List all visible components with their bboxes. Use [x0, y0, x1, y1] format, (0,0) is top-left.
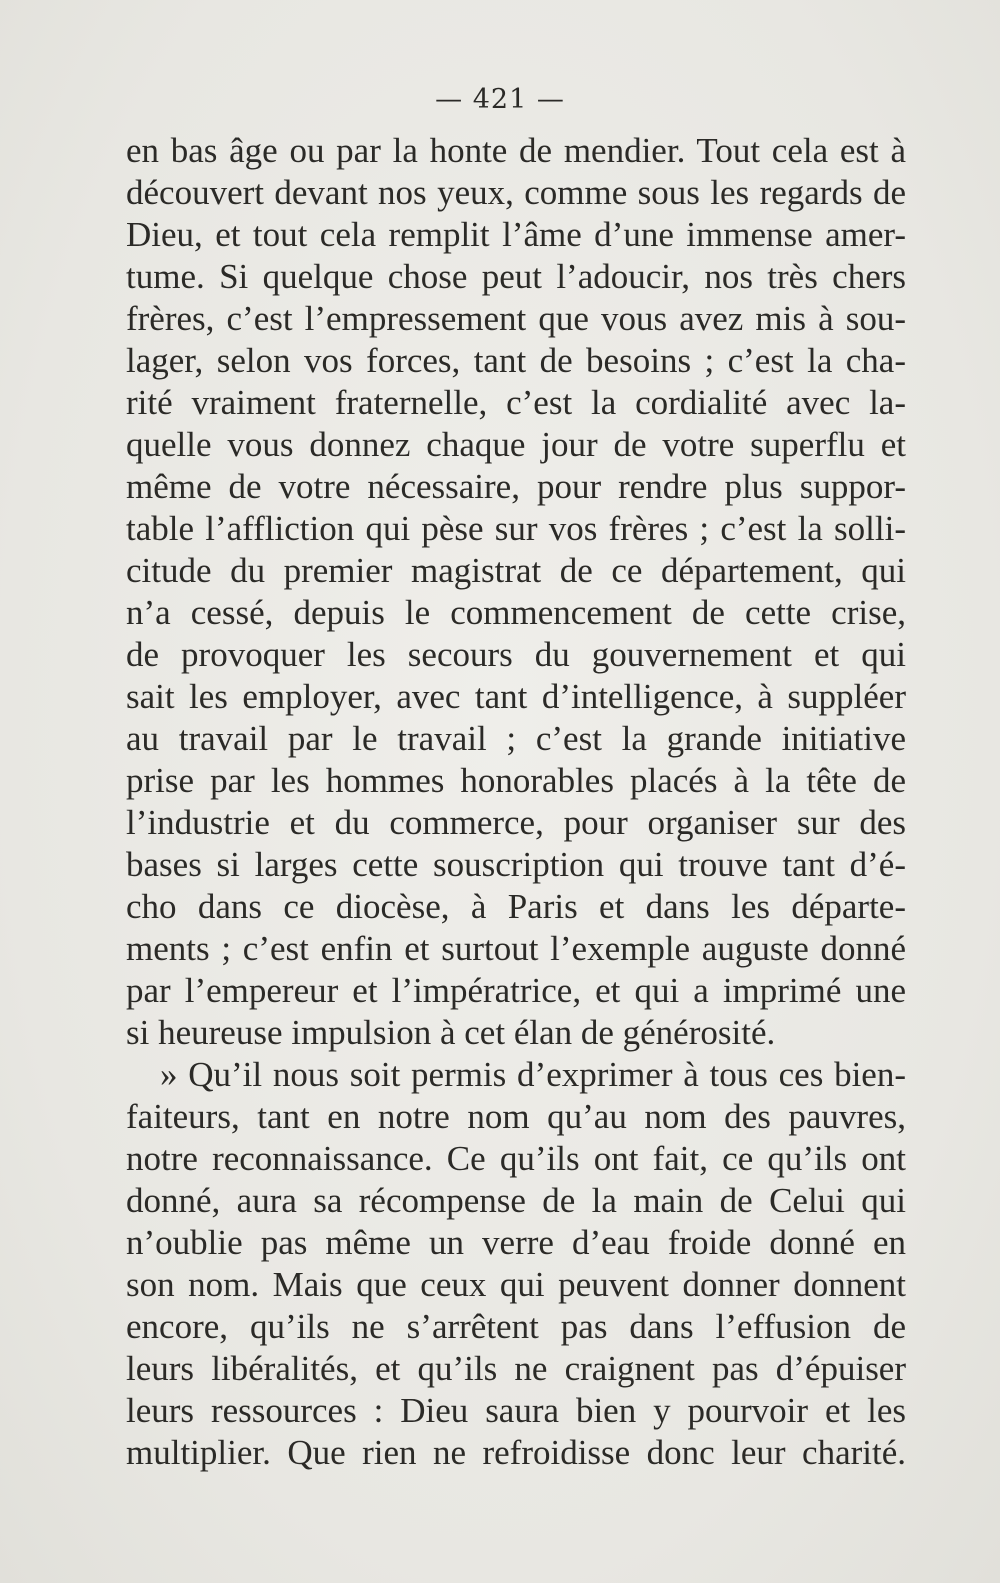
text-line: multiplier. Que rien ne refroidisse donc leur charité. [126, 1433, 906, 1472]
text-line: encore, qu’ils ne s’arrêtent pas dans l’effusion de [126, 1307, 906, 1346]
text-line: faiteurs, tant en notre nom qu’au nom des pauvres, [126, 1097, 906, 1136]
text-line: Dieu, et tout cela remplit l’âme d’une immense amer- [126, 215, 906, 254]
body-text [126, 130, 906, 1474]
text-line: l’industrie et du commerce, pour organiser sur des [126, 803, 906, 842]
page-number: — 421 — [435, 84, 565, 115]
text-line: découvert devant nos yeux, comme sous les regards de [126, 173, 906, 212]
text-line: donné, aura sa récompense de la main de Celui qui [126, 1181, 906, 1220]
text-line: citude du premier magistrat de ce département, qui [126, 551, 906, 590]
text-line: par l’empereur et l’impératrice, et qui a imprimé une [126, 971, 906, 1010]
text-line: si heureuse impulsion à cet élan de générosité. [126, 1013, 776, 1052]
text-line: lager, selon vos forces, tant de besoins ; c’est la cha- [126, 341, 906, 380]
text-line: bases si larges cette souscription qui trouve tant d’é- [126, 845, 906, 884]
text-line: sait les employer, avec tant d’intelligence, à suppléer [126, 677, 906, 716]
text-line: son nom. Mais que ceux qui peuvent donner donnent [126, 1265, 906, 1304]
text-line: » Qu’il nous soit permis d’exprimer à tous ces bien- [160, 1055, 906, 1094]
text-line: n’a cessé, depuis le commencement de cette crise, [126, 593, 906, 632]
text-line: même de votre nécessaire, pour rendre plus suppor- [126, 467, 906, 506]
text-line: notre reconnaissance. Ce qu’ils ont fait, ce qu’ils ont [126, 1139, 906, 1178]
text-line: de provoquer les secours du gouvernement et qui [126, 635, 906, 674]
text-line: cho dans ce diocèse, à Paris et dans les départe- [126, 887, 906, 926]
text-line: prise par les hommes honorables placés à la tête de [126, 761, 906, 800]
text-line: en bas âge ou par la honte de mendier. Tout cela est à [126, 131, 906, 170]
text-line: leurs ressources : Dieu saura bien y pourvoir et les [126, 1391, 906, 1430]
text-line: au travail par le travail ; c’est la grande initiative [126, 719, 906, 758]
text-line: quelle vous donnez chaque jour de votre superflu et [126, 425, 906, 464]
text-line: tume. Si quelque chose peut l’adoucir, nos très chers [126, 257, 906, 296]
text-line: ments ; c’est enfin et surtout l’exemple auguste donné [126, 929, 906, 968]
text-line: leurs libéralités, et qu’ils ne craignent pas d’épuiser [126, 1349, 906, 1388]
text-line: table l’affliction qui pèse sur vos frères ; c’est la solli- [126, 509, 906, 548]
text-line: n’oublie pas même un verre d’eau froide donné en [126, 1223, 906, 1262]
text-line: frères, c’est l’empressement que vous avez mis à sou- [126, 299, 906, 338]
text-line: rité vraiment fraternelle, c’est la cordialité avec la- [126, 383, 906, 422]
